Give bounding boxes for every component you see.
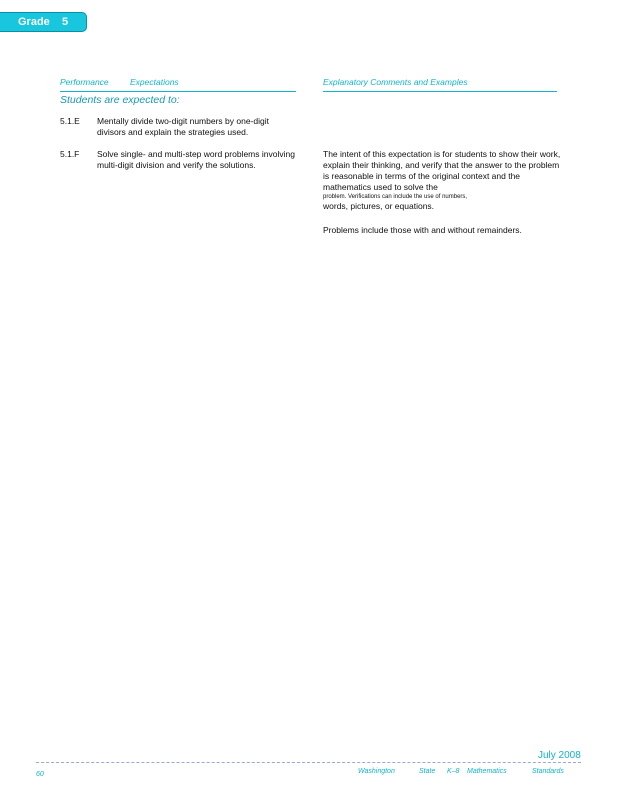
footer-date: July 2008 [538,750,581,761]
footer-k8: K–8 [447,768,460,775]
header-explanatory: Explanatory Comments and Examples [323,77,468,87]
right-header-rule [323,91,557,92]
comment-text: The intent of this expectation is for students to show their work, explain their thinking, and verify that the answer to the problem is reasonable in terms of the original context and the mathematics used to solve the [323,149,561,192]
comment-small-text: problem. Verifications can include the use of numbers, [323,194,468,200]
page-number: 60 [36,771,44,778]
footer-divider [36,762,581,764]
students-expected-subtitle: Students are expected to: [60,94,180,106]
grade-tab [0,12,87,32]
grade-number: 5 [62,16,69,28]
expectation-text: Solve single- and multi-step word problems involving multi-digit division and verify the solutions. [97,149,295,170]
comment-text-end: words, pictures, or equations. [323,201,435,211]
footer-standards: Standards [532,768,564,775]
footer-state: State [419,768,436,775]
expectation-text: Mentally divide two-digit numbers by one-digit divisors and explain the strategies used. [97,116,269,137]
comment-paragraph [323,149,563,212]
header-performance: Performance [60,77,109,87]
expectation-code: 5.1.E [60,116,80,126]
left-header-rule [60,91,296,92]
expectation-code: 5.1.F [60,149,80,159]
footer-washington: Washington [358,768,395,775]
grade-label: Grade [18,16,50,28]
comment-paragraph-remainders: Problems include those with and without remainders. [323,225,522,235]
header-expectations: Expectations [130,77,179,87]
footer-mathematics: Mathematics [467,768,507,775]
